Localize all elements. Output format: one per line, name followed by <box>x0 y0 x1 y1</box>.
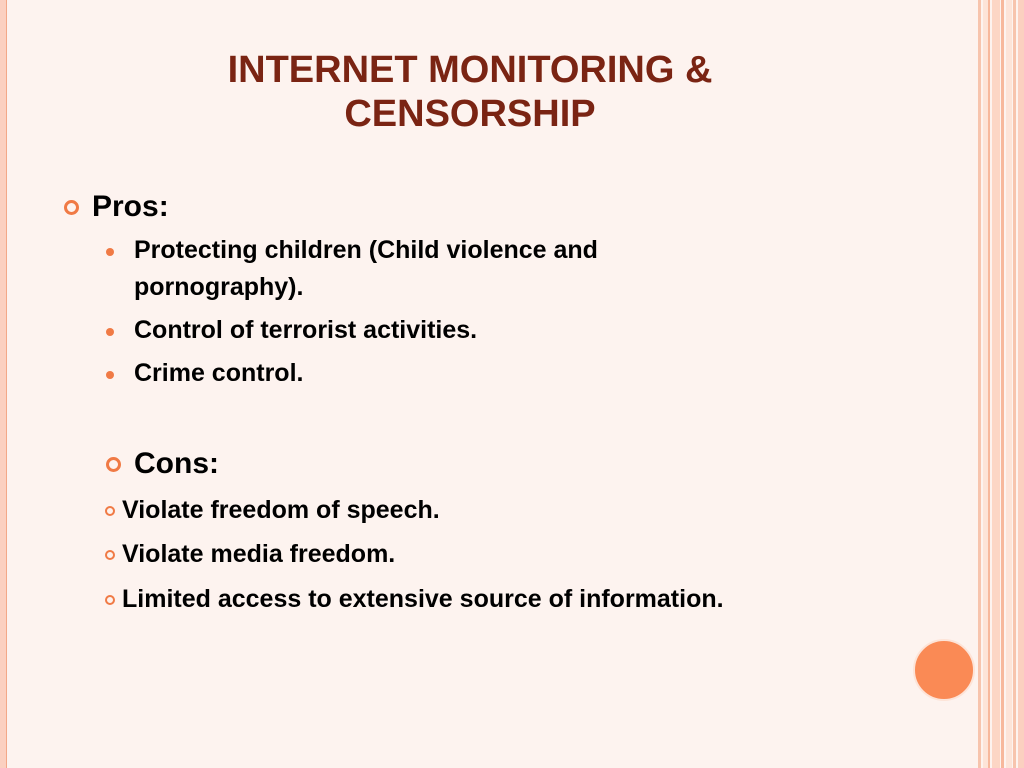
cons-heading: Cons: <box>134 447 219 480</box>
right-stripe-decoration <box>988 0 990 768</box>
right-stripe-decoration <box>1001 0 1004 768</box>
ring-bullet-icon <box>105 506 115 516</box>
cons-item-1: Violate freedom of speech. <box>122 496 440 524</box>
ring-bullet-icon <box>105 550 115 560</box>
pros-item-1-line1: Protecting children (Child violence and <box>134 236 598 264</box>
ring-bullet-icon <box>105 595 115 605</box>
cons-item-3: Limited access to extensive source of information. <box>122 585 724 613</box>
ring-bullet-icon <box>106 457 121 472</box>
dot-bullet-icon <box>106 371 114 379</box>
ring-bullet-icon <box>64 200 79 215</box>
cons-item-2: Violate media freedom. <box>122 540 396 568</box>
left-border-decoration <box>0 0 7 768</box>
pros-item-2: Control of terrorist activities. <box>134 316 478 344</box>
orange-circle-decoration <box>913 639 975 701</box>
right-stripe-decoration <box>978 0 981 768</box>
right-stripe-decoration <box>992 0 1000 768</box>
dot-bullet-icon <box>106 328 114 336</box>
right-stripe-decoration <box>1018 0 1024 768</box>
title-line-2: CENSORSHIP <box>344 93 596 135</box>
slide-title <box>150 48 790 136</box>
title-line-1: INTERNET MONITORING & <box>227 49 713 91</box>
right-stripe-decoration <box>1013 0 1016 768</box>
pros-item-1-line2: pornography). <box>134 273 304 301</box>
pros-item-3: Crime control. <box>134 359 304 387</box>
pros-heading: Pros: <box>92 190 169 223</box>
right-stripe-decoration <box>1006 0 1012 768</box>
dot-bullet-icon <box>106 248 114 256</box>
